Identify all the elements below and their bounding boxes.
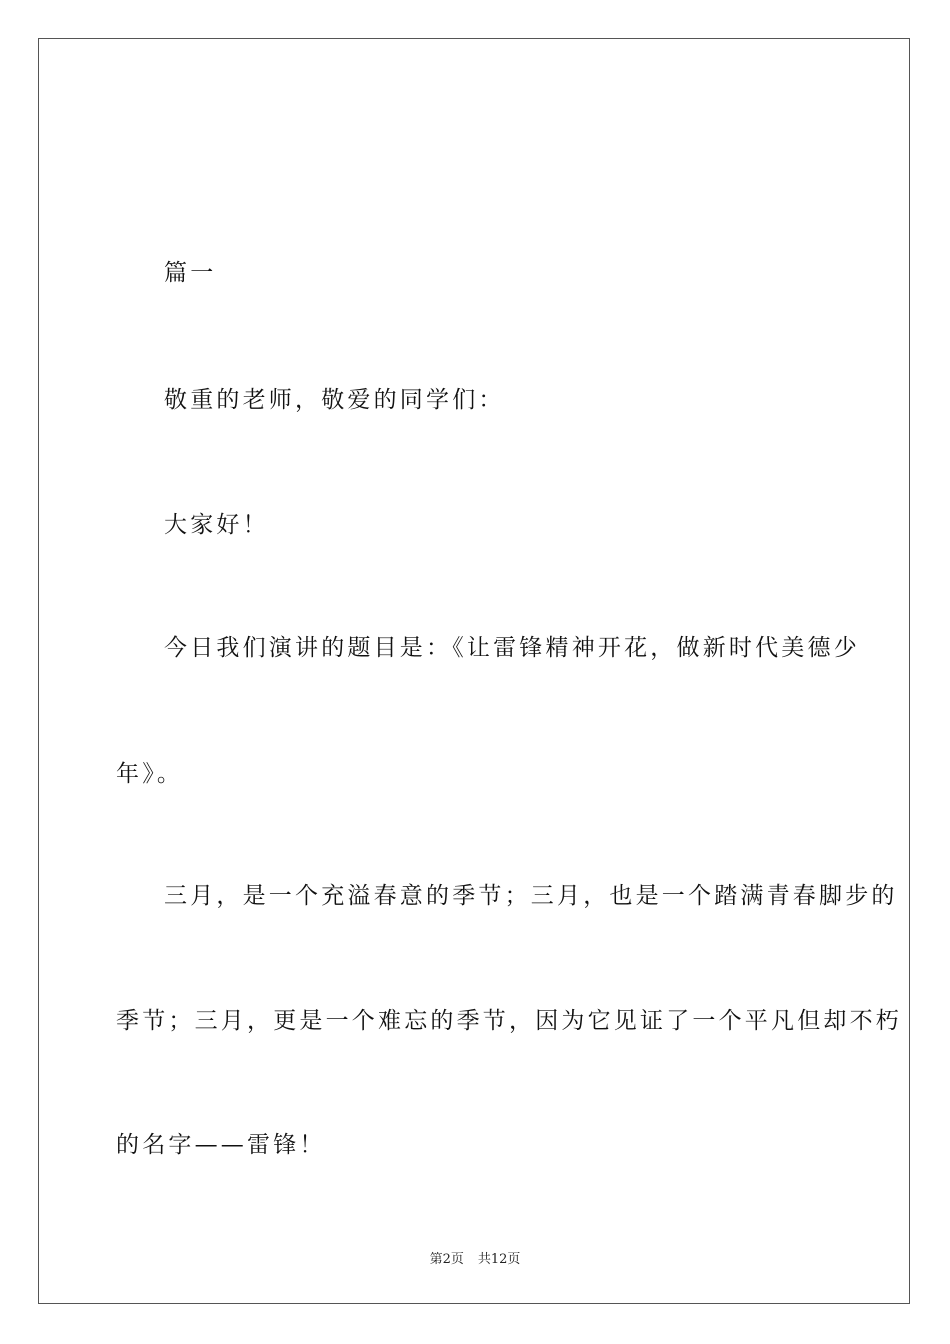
salutation-line: 敬重的老师，敬爱的同学们： <box>164 387 505 413</box>
body-line: 季节；三月，更是一个难忘的季节，因为它见证了一个平凡但却不朽 <box>116 1008 902 1034</box>
greeting-line: 大家好！ <box>164 512 269 538</box>
page-footer <box>0 1248 950 1267</box>
body-line: 的名字——雷锋！ <box>116 1132 326 1158</box>
body-line: 年》。 <box>116 761 184 787</box>
body-line: 三月，是一个充溢春意的季节；三月，也是一个踏满青春脚步的 <box>164 883 898 909</box>
page-total: 共12页 <box>477 1252 521 1267</box>
body-line: 今日我们演讲的题目是：《让雷锋精神开花，做新时代美德少 <box>164 635 860 661</box>
page-number: 第2页 <box>429 1252 464 1267</box>
section-heading: 篇一 <box>164 260 217 286</box>
page-border <box>38 38 910 1304</box>
